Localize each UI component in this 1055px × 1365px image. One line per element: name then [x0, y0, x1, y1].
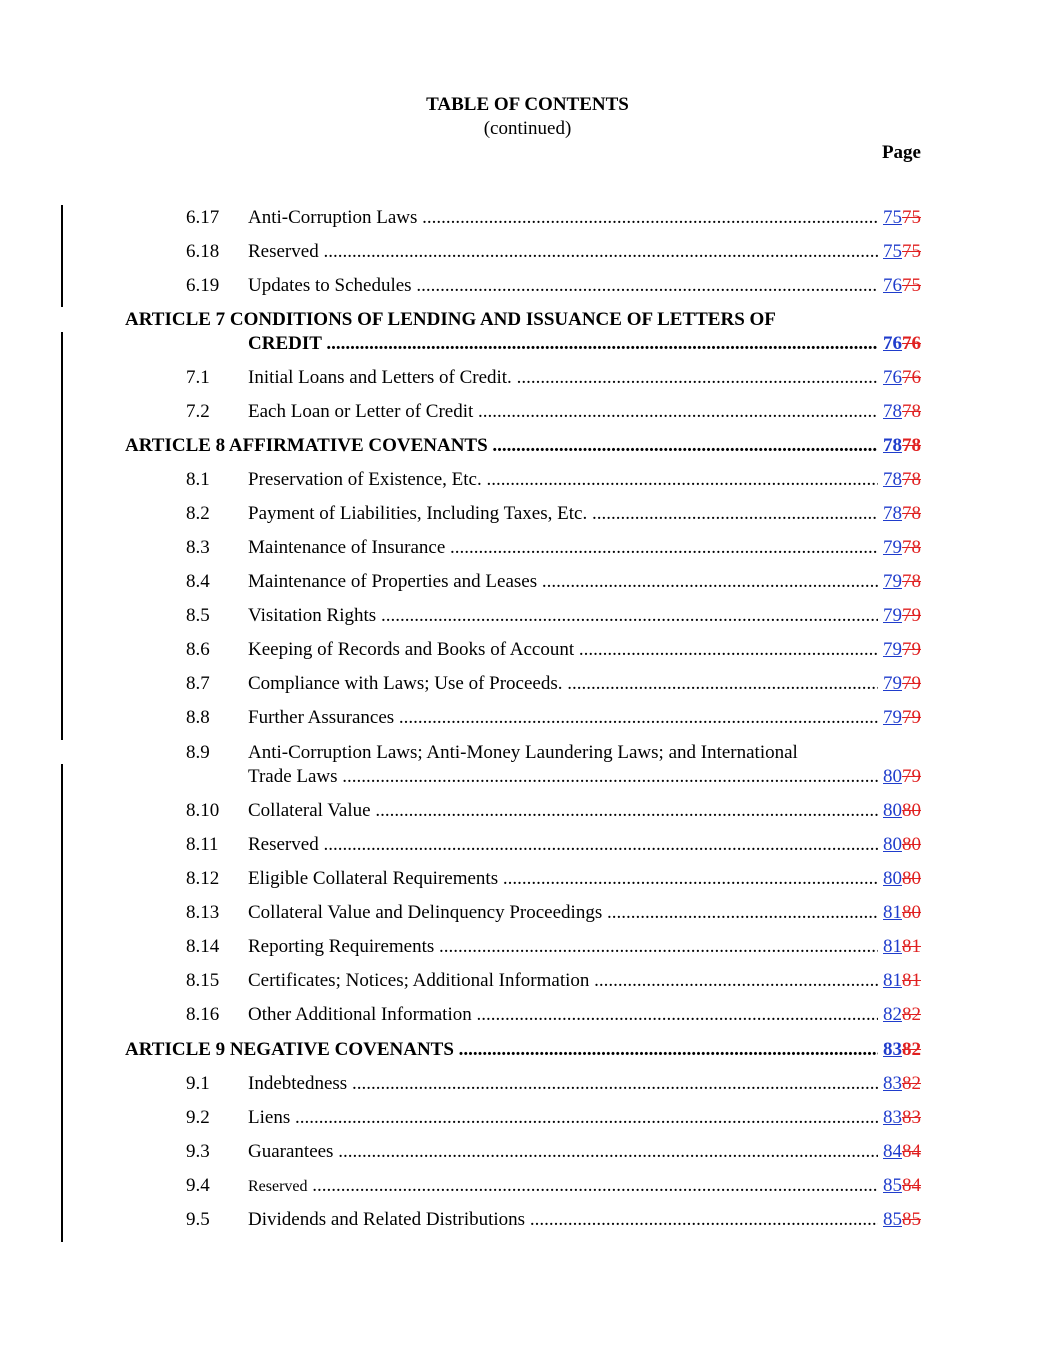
- page-link[interactable]: 81: [883, 970, 902, 991]
- section-title: Maintenance of Properties and Leases: [248, 571, 538, 592]
- toc-entry[interactable]: [0, 901, 1055, 925]
- toc-entry[interactable]: [0, 1174, 1055, 1198]
- section-number: 6.19: [186, 275, 220, 296]
- page-link[interactable]: 82: [883, 1004, 902, 1025]
- section-title: Visitation Rights: [248, 605, 377, 626]
- toc-entry[interactable]: [0, 1140, 1055, 1164]
- section-number: 9.3: [186, 1141, 210, 1162]
- toc-entry[interactable]: [0, 536, 1055, 560]
- section-number: 7.2: [186, 401, 210, 422]
- toc-entry[interactable]: [0, 274, 1055, 298]
- toc-entry[interactable]: [0, 604, 1055, 628]
- section-number: 8.3: [186, 537, 210, 558]
- article-title: ARTICLE 7 CONDITIONS OF LENDING AND ISSUANCE OF LETTERS OF: [125, 309, 776, 330]
- section-number: 8.5: [186, 605, 210, 626]
- section-number: 8.8: [186, 707, 210, 728]
- section-title: Reserved: [248, 1178, 308, 1195]
- page-link[interactable]: 83: [883, 1107, 902, 1128]
- page-link[interactable]: 79: [883, 605, 902, 626]
- toc-title: TABLE OF CONTENTS: [426, 94, 629, 115]
- page-link[interactable]: 76: [883, 333, 902, 354]
- section-title: Anti-Corruption Laws: [248, 207, 418, 228]
- section-title: Keeping of Records and Books of Account: [248, 639, 575, 660]
- toc-entry[interactable]: [0, 366, 1055, 390]
- section-title: Certificates; Notices; Additional Information: [248, 970, 590, 991]
- toc-subtitle: (continued): [483, 118, 572, 139]
- article-title: ARTICLE 8 AFFIRMATIVE COVENANTS: [125, 435, 488, 456]
- toc-entry[interactable]: [0, 935, 1055, 959]
- section-title: Indebtedness: [248, 1073, 348, 1094]
- section-number: 8.9: [186, 742, 210, 763]
- toc-entry[interactable]: [0, 765, 1055, 789]
- section-number: 9.4: [186, 1175, 210, 1196]
- toc-entry[interactable]: [0, 638, 1055, 662]
- old-page-number: 78: [902, 537, 921, 558]
- section-number: 8.16: [186, 1004, 220, 1025]
- article-title: ARTICLE 9 NEGATIVE COVENANTS: [125, 1039, 454, 1060]
- section-number: 6.18: [186, 241, 220, 262]
- section-number: 8.1: [186, 469, 210, 490]
- toc-entry[interactable]: [0, 570, 1055, 594]
- old-page-number: 75: [902, 207, 921, 228]
- page-link[interactable]: 78: [883, 503, 902, 524]
- toc-entry[interactable]: [0, 1208, 1055, 1232]
- toc-entry[interactable]: [0, 833, 1055, 857]
- page-link[interactable]: 76: [883, 275, 902, 296]
- toc-entry[interactable]: [0, 672, 1055, 696]
- page-link[interactable]: 79: [883, 639, 902, 660]
- section-number: 8.10: [186, 800, 220, 821]
- old-page-number: 80: [902, 834, 921, 855]
- old-page-number: 81: [902, 936, 921, 957]
- old-page-number: 79: [902, 673, 921, 694]
- old-page-number: 79: [902, 707, 921, 728]
- toc-entry-first-line[interactable]: [0, 741, 1055, 765]
- old-page-number: 84: [902, 1175, 921, 1196]
- section-title: Reserved: [248, 834, 319, 855]
- section-title: Each Loan or Letter of Credit: [248, 401, 474, 422]
- toc-entry[interactable]: [0, 206, 1055, 230]
- page-link[interactable]: 81: [883, 936, 902, 957]
- old-page-number: 79: [902, 639, 921, 660]
- page-link[interactable]: 80: [883, 868, 902, 889]
- section-number: 8.15: [186, 970, 220, 991]
- toc-entry[interactable]: [0, 706, 1055, 730]
- page-link[interactable]: 83: [883, 1073, 902, 1094]
- old-page-number: 80: [902, 800, 921, 821]
- old-page-number: 78: [902, 435, 921, 456]
- section-title: Payment of Liabilities, Including Taxes, Etc.: [248, 503, 588, 524]
- section-title: Compliance with Laws; Use of Proceeds.: [248, 673, 563, 694]
- old-page-number: 81: [902, 970, 921, 991]
- page-link[interactable]: 78: [883, 401, 902, 422]
- section-title: Further Assurances: [248, 707, 395, 728]
- old-page-number: 84: [902, 1141, 921, 1162]
- section-title: Reporting Requirements: [248, 936, 435, 957]
- page-link[interactable]: 84: [883, 1141, 902, 1162]
- old-page-number: 82: [902, 1073, 921, 1094]
- toc-article-entry[interactable]: [0, 332, 1055, 356]
- section-title-line2: Trade Laws: [248, 766, 338, 787]
- toc-article-heading[interactable]: [0, 308, 1055, 332]
- page-link[interactable]: 78: [883, 469, 902, 490]
- page-link[interactable]: 83: [883, 1039, 902, 1060]
- page-link[interactable]: 85: [883, 1209, 902, 1230]
- section-number: 8.14: [186, 936, 220, 957]
- old-page-number: 78: [902, 503, 921, 524]
- page-link[interactable]: 75: [883, 241, 902, 262]
- page-link[interactable]: 78: [883, 435, 902, 456]
- page-link[interactable]: 79: [883, 571, 902, 592]
- old-page-number: 83: [902, 1107, 921, 1128]
- section-number: 8.12: [186, 868, 220, 889]
- section-number: 6.17: [186, 207, 220, 228]
- section-number: 8.6: [186, 639, 210, 660]
- old-page-number: 78: [902, 469, 921, 490]
- toc-entry[interactable]: [0, 468, 1055, 492]
- section-title: Initial Loans and Letters of Credit.: [248, 367, 512, 388]
- old-page-number: 80: [902, 868, 921, 889]
- section-number: 9.1: [186, 1073, 210, 1094]
- article-title-continued: CREDIT: [248, 333, 322, 354]
- page-link[interactable]: 76: [883, 367, 902, 388]
- toc-entry[interactable]: [0, 799, 1055, 823]
- old-page-number: 76: [902, 367, 921, 388]
- section-number: 8.7: [186, 673, 210, 694]
- section-title: Maintenance of Insurance: [248, 537, 446, 558]
- page-link[interactable]: 79: [883, 537, 902, 558]
- section-title-line1: Anti-Corruption Laws; Anti-Money Laundering Laws; and International: [248, 742, 798, 763]
- page-link[interactable]: 79: [883, 673, 902, 694]
- toc-entry[interactable]: [0, 969, 1055, 993]
- toc-entry[interactable]: [0, 240, 1055, 264]
- old-page-number: 79: [902, 766, 921, 787]
- toc-entry[interactable]: [0, 502, 1055, 526]
- toc-entry[interactable]: [0, 867, 1055, 891]
- section-number: 8.11: [186, 834, 219, 855]
- section-title: Collateral Value: [248, 800, 371, 821]
- page-link[interactable]: 81: [883, 902, 902, 923]
- section-number: 9.2: [186, 1107, 210, 1128]
- old-page-number: 82: [902, 1004, 921, 1025]
- page-link[interactable]: 80: [883, 834, 902, 855]
- old-page-number: 78: [902, 571, 921, 592]
- section-title: Liens: [248, 1107, 291, 1128]
- section-number: 8.13: [186, 902, 220, 923]
- old-page-number: 78: [902, 401, 921, 422]
- old-page-number: 75: [902, 241, 921, 262]
- old-page-number: 85: [902, 1209, 921, 1230]
- section-number: 9.5: [186, 1209, 210, 1230]
- section-number: 8.4: [186, 571, 210, 592]
- page-link[interactable]: 75: [883, 207, 902, 228]
- section-title: Other Additional Information: [248, 1004, 472, 1025]
- toc-entry[interactable]: [0, 1072, 1055, 1096]
- section-title: Updates to Schedules: [248, 275, 412, 296]
- toc-entry[interactable]: [0, 400, 1055, 424]
- toc-entry[interactable]: [0, 1106, 1055, 1130]
- page-column-header: Page: [881, 142, 921, 163]
- old-page-number: 75: [902, 275, 921, 296]
- section-title: Reserved: [248, 241, 319, 262]
- toc-article-entry[interactable]: [0, 1038, 1055, 1062]
- section-title: Dividends and Related Distributions: [248, 1209, 526, 1230]
- page-link[interactable]: 85: [883, 1175, 902, 1196]
- old-page-number: 82: [902, 1039, 921, 1060]
- old-page-number: 80: [902, 902, 921, 923]
- section-number: 7.1: [186, 367, 210, 388]
- section-title: Preservation of Existence, Etc.: [248, 469, 482, 490]
- toc-entry[interactable]: [0, 1003, 1055, 1027]
- page-link[interactable]: 79: [883, 707, 902, 728]
- page-link[interactable]: 80: [883, 766, 902, 787]
- section-title: Collateral Value and Delinquency Proceedings: [248, 902, 603, 923]
- old-page-number: 76: [902, 333, 921, 354]
- section-title: Guarantees: [248, 1141, 334, 1162]
- page-link[interactable]: 80: [883, 800, 902, 821]
- section-title: Eligible Collateral Requirements: [248, 868, 499, 889]
- toc-article-entry[interactable]: [0, 434, 1055, 458]
- old-page-number: 79: [902, 605, 921, 626]
- section-number: 8.2: [186, 503, 210, 524]
